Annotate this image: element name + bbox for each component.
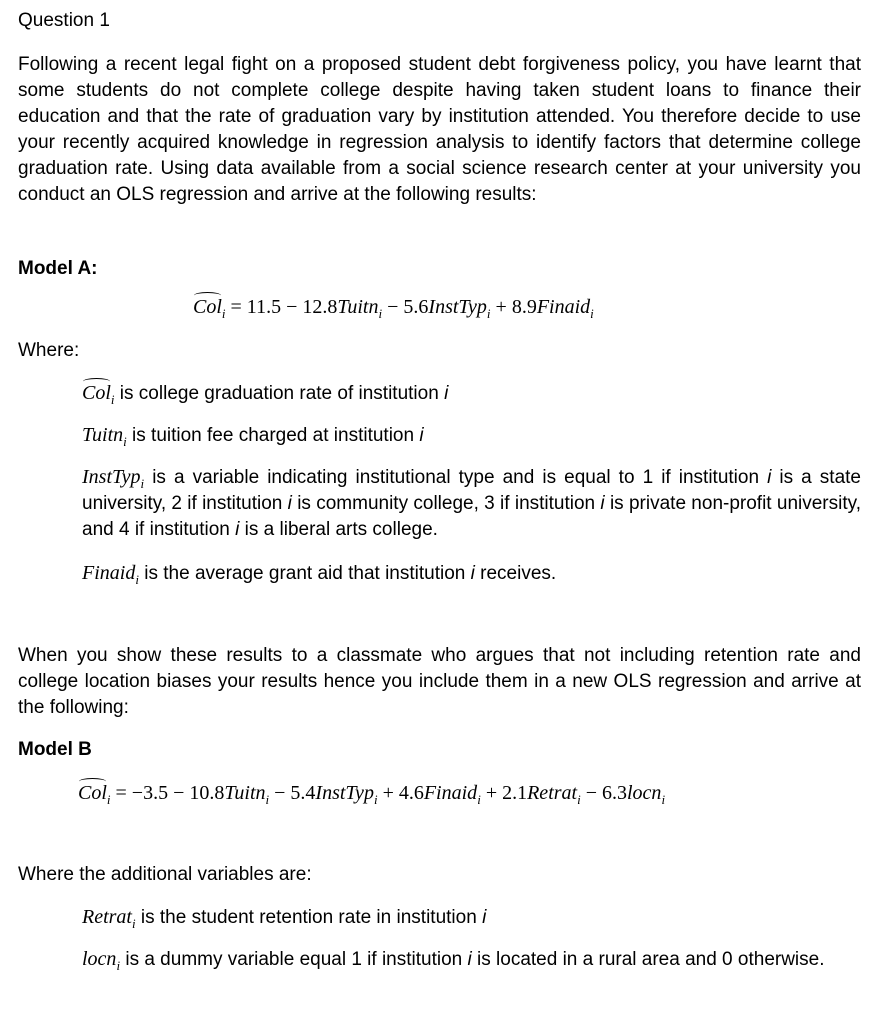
model-a-equation: Col$_i$ = 11.5 − 12.8Tuitn$_i$ − 5.6InstTyp$_i$ + 8.9Finaid$_i$ [193,296,594,321]
def-locn: locn$_i$ is a dummy variable equal 1 if institution i is located in a rural area and 0 otherwise. [82,948,825,973]
classmate-paragraph: When you show these results to a classmate who argues that not including retention rate and college location biases your results hence you include them in a new OLS regression and arrive at the following: [18,645,861,718]
def-tuitn: Tuitn$_i$ is tuition fee charged at institution i [82,424,424,449]
def-finaid: Finaid$_i$ is the average grant aid that institution i receives. [82,562,557,587]
col-hat-b: Col [78,782,107,804]
model-a-heading: Model A: [18,258,98,279]
model-b-heading: Model B [18,739,92,760]
additional-variables-intro: Where the additional variables are: [18,864,312,885]
model-b-equation: Col$_i$ = −3.5 − 10.8Tuitn$_i$ − 5.4InstTyp$_i$ + 4.6Finaid$_i$ + 2.1Retrat$_i$ − 6.3locn$_i$ [78,782,666,807]
def-insttyp: InstTyp$_i$ is a variable indicating institutional type and is equal to 1 if institution i is a state university, 2 if institution i is community college, 3 if institution i is private non-profit university, and 4 if institution i is a liberal arts college. [82,466,861,540]
def-retrat: Retrat$_i$ is the student retention rate in institution i [82,906,487,931]
def-col: Col$_i$ is college graduation rate of institution i [82,382,449,407]
question-title: Question 1 [18,10,110,31]
question-intro: Following a recent legal fight on a proposed student debt forgiveness policy, you have learnt that some students do not complete college despite having taken student loans to finance their education and that the rate of graduation vary by institution attended. You therefore decide to use your recently acquired knowledge in regression analysis to identify factors that determine college graduation rate. Using data available from a social science research center at your university you conduct an OLS regression and arrive at the following results: [18,54,861,205]
col-hat: Col [193,296,222,318]
where-label: Where: [18,340,80,361]
